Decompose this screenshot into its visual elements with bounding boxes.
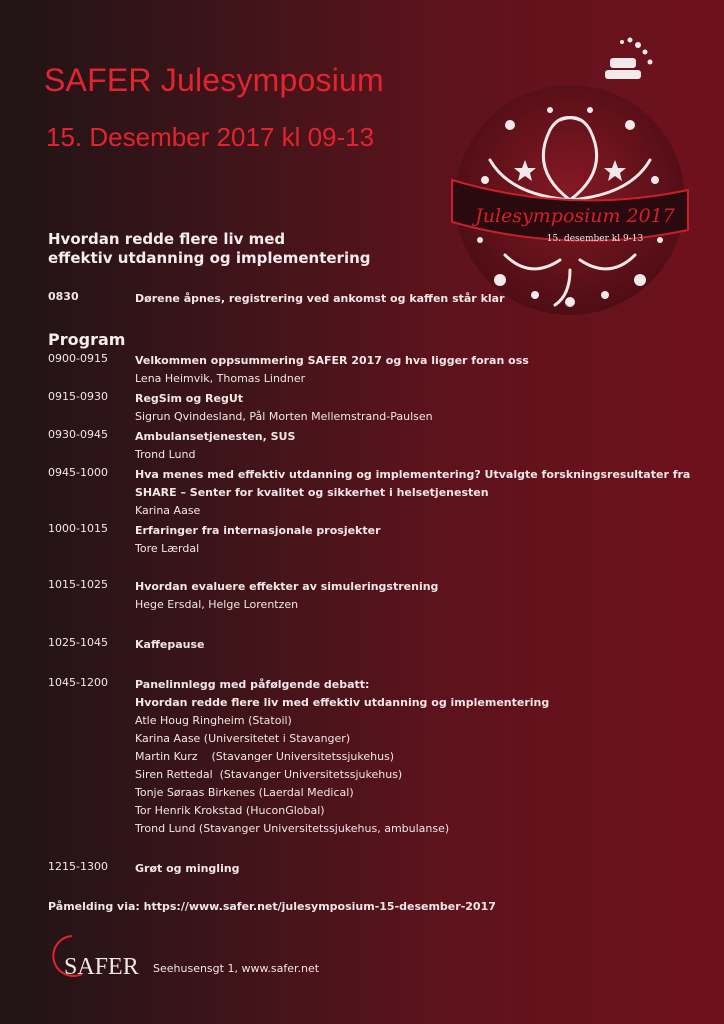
panelist: Trond Lund (Stavanger Universitetssjukehus, ambulanse) — [135, 822, 450, 835]
program-speaker: Hege Ersdal, Helge Lorentzen — [135, 598, 299, 611]
program-title: Grøt og mingling — [135, 862, 240, 875]
program-speaker: Lena Heimvik, Thomas Lindner — [135, 372, 306, 385]
program-title-continued: Hvordan redde flere liv med effektiv utdanning og implementering — [135, 696, 550, 709]
program-time: 1015-1025 — [48, 578, 108, 591]
safer-logo — [44, 930, 148, 982]
footer-address: Seehusensgt 1, www.safer.net — [153, 962, 320, 975]
program-time: 1215-1300 — [48, 860, 108, 873]
lead-heading — [48, 230, 371, 268]
ornament-ribbon-date: 15. desember kl 9-13 — [546, 234, 644, 244]
program-speaker: Sigrun Qvindesland, Pål Morten Mellemstrand-Paulsen — [135, 410, 433, 423]
program-time: 1025-1045 — [48, 636, 108, 649]
safer-logo-text: SAFER — [64, 954, 139, 980]
panelist: Atle Houg Ringheim (Statoil) — [135, 714, 292, 727]
program-speaker: Karina Aase — [135, 504, 201, 517]
program-title: Hva menes med effektiv utdanning og implementering? Utvalgte forskningsresultater fra — [135, 468, 691, 481]
ornament-ribbon-title: Julesymposium 2017 — [475, 205, 675, 227]
signup-link[interactable]: Påmelding via: https://www.safer.net/julesymposium-15-desember-2017 — [48, 900, 496, 913]
panelist: Karina Aase (Universitetet i Stavanger) — [135, 732, 351, 745]
program-title: Panelinnlegg med påfølgende debatt: — [135, 678, 370, 691]
program-time: 0945-1000 — [48, 466, 108, 479]
program-time: 1000-1015 — [48, 522, 108, 535]
arrival-time: 0830 — [48, 290, 79, 303]
program-time: 0900-0915 — [48, 352, 108, 365]
panelist: Tonje Søraas Birkenes (Laerdal Medical) — [135, 786, 354, 799]
lead-heading-line-1: Hvordan redde flere liv med — [48, 230, 286, 248]
program-title: Kaffepause — [135, 638, 205, 651]
event-date: 15. Desember 2017 kl 09-13 — [46, 122, 375, 152]
panelist: Tor Henrik Krokstad (HuconGlobal) — [135, 804, 325, 817]
arrival-text: Dørene åpnes, registrering ved ankomst og kaffen står klar — [135, 292, 505, 305]
panelist: Martin Kurz (Stavanger Universitetssjukehus) — [135, 750, 395, 763]
program-heading: Program — [48, 330, 126, 349]
program-title: Hvordan evaluere effekter av simuleringstrening — [135, 580, 439, 593]
program-speaker: Trond Lund — [135, 448, 196, 461]
panelist: Siren Rettedal (Stavanger Universitetssjukehus) — [135, 768, 403, 781]
program-title: Ambulansetjenesten, SUS — [135, 430, 296, 443]
program-title: RegSim og RegUt — [135, 392, 244, 405]
program-title: Erfaringer fra internasjonale prosjekter — [135, 524, 381, 537]
lead-heading-line-2: effektiv utdanning og implementering — [48, 249, 371, 267]
program-time: 0915-0930 — [48, 390, 108, 403]
event-title: SAFER Julesymposium — [44, 62, 384, 98]
program-speaker: Tore Lærdal — [135, 542, 200, 555]
program-title-continued: SHARE – Senter for kvalitet og sikkerhet i helsetjenesten — [135, 486, 489, 499]
christmas-bauble-ornament — [440, 30, 700, 320]
program-title: Velkommen oppsummering SAFER 2017 og hva ligger foran oss — [135, 354, 529, 367]
program-time: 0930-0945 — [48, 428, 108, 441]
program-time: 1045-1200 — [48, 676, 108, 689]
